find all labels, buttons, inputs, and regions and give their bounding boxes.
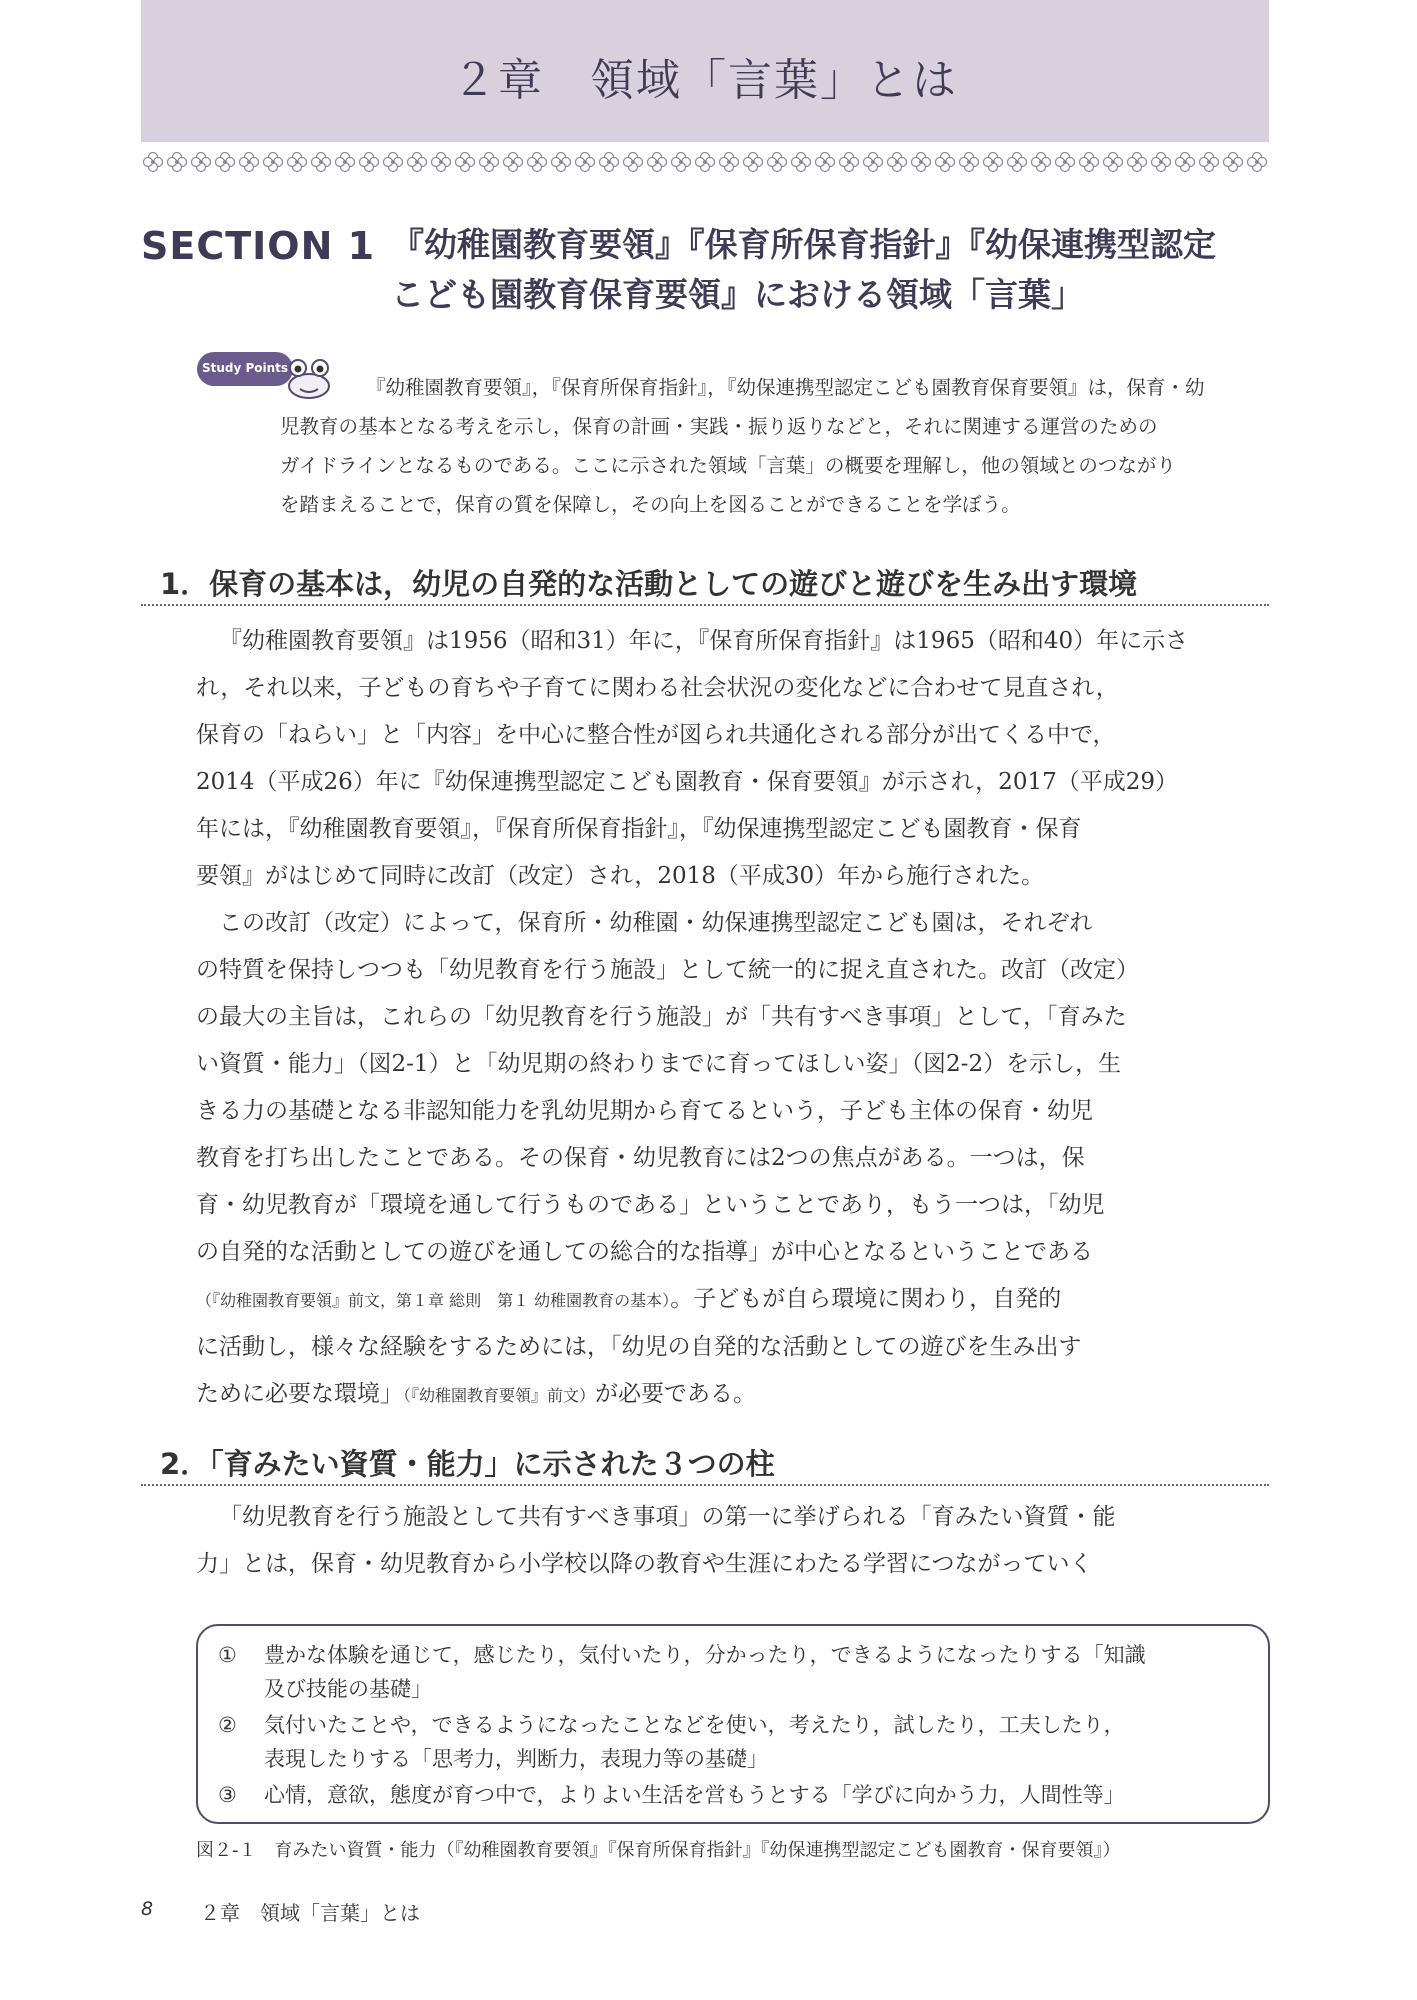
study-points-line: ガイドラインとなるものである。ここに示された領域「言葉」の概要を理解し，他の領域とのつながり — [280, 454, 1176, 477]
flower-ornament — [696, 153, 715, 172]
flower-ornament — [1104, 153, 1123, 172]
page-number: 8 — [141, 1898, 154, 1920]
flower-ornament — [1176, 153, 1195, 172]
body-line: 「幼児教育を行う施設として共有すべき事項」の第一に挙げられる「育みたい資質・能 — [219, 1504, 1116, 1530]
flower-ornament — [384, 153, 403, 172]
body-line: 育・幼児教育が「環境を通して行うものである」ということであり，もう一つは，「幼児 — [196, 1192, 1105, 1218]
flower-ornament — [744, 153, 763, 172]
body-line: 要領』がはじめて同時に改訂（改定）され，2018（平成30）年から施行された。 — [196, 863, 1045, 889]
flower-ornament — [1200, 153, 1219, 172]
flower-ornament — [216, 153, 235, 172]
body-line: の最大の主旨は，これらの「幼児教育を行う施設」が「共有すべき事項」として，「育みた — [196, 1004, 1127, 1030]
flower-ornament — [144, 153, 163, 172]
flower-ornament — [1128, 153, 1147, 172]
subsection-heading-2: 2．「育みたい資質・能力」に示された３つの柱 — [160, 1447, 775, 1481]
flower-ornament — [168, 153, 187, 172]
figure-box — [196, 1624, 1270, 1824]
body-line: の特質を保持しつつも「幼児教育を行う施設」として統一的に捉え直された。改訂（改定） — [196, 957, 1139, 983]
flower-ornament — [648, 153, 667, 172]
body-line: 力」とは，保育・幼児教育から小学校以降の教育や生涯にわたる学習につながっていく — [196, 1551, 1093, 1577]
flower-ornament — [504, 153, 523, 172]
flower-ornament — [840, 153, 859, 172]
study-points-badge — [197, 352, 293, 386]
citation: （『幼稚園教育要領』前文） — [403, 1386, 596, 1405]
body-line: に活動し，様々な経験をするためには，「幼児の自発的な活動としての遊びを生み出す — [196, 1334, 1082, 1360]
heading-divider — [141, 1484, 1269, 1486]
flower-ornament — [672, 153, 691, 172]
flower-ornament — [624, 153, 643, 172]
flower-ornament — [1080, 153, 1099, 172]
flower-ornament — [240, 153, 259, 172]
study-points-line: 『幼稚園教育要領』，『保育所保育指針』，『幼保連携型認定こども園教育保育要領』は，保育・幼 — [366, 376, 1205, 399]
flower-ornament — [456, 153, 475, 172]
section-title — [391, 220, 1271, 320]
flower-ornament — [576, 153, 595, 172]
figure-item-2 — [218, 1708, 1125, 1776]
body-line: 『幼稚園教育要領』は1956（昭和31）年に，『保育所保育指針』は1965（昭和40）年に示さ — [219, 628, 1189, 654]
body-line: この改訂（改定）によって，保育所・幼稚園・幼保連携型認定こども園は，それぞれ — [219, 910, 1093, 936]
flower-ornament — [864, 153, 883, 172]
flower-ornament — [936, 153, 955, 172]
body-text-fragment: ために必要な環境」 — [196, 1381, 403, 1407]
body-text-fragment: 。子どもが自ら環境に関わり，自発的 — [670, 1286, 1062, 1312]
flower-ornament — [480, 153, 499, 172]
running-footer: ２章 領域「言葉」とは — [200, 1901, 420, 1925]
study-points-line: 児教育の基本となる考えを示し，保育の計画・実践・振り返りなどと，それに関連する運営のための — [280, 415, 1158, 438]
study-points-line: を踏まえることで，保育の質を保障し，その向上を図ることができることを学ぼう。 — [280, 493, 1021, 516]
body-line: れ，それ以来，子どもの育ちや子育てに関わる社会状況の変化などに合わせて見直され， — [196, 675, 1119, 701]
item-text: 及び技能の基礎」 — [264, 1677, 432, 1701]
flower-border — [141, 150, 1269, 174]
flower-ornament — [192, 153, 211, 172]
item-text: 豊かな体験を通じて，感じたり，気付いたり，分かったり，できるようになったりする「知識 — [264, 1643, 1146, 1667]
heading-divider — [141, 604, 1269, 606]
flower-ornament — [600, 153, 619, 172]
section-title-line: こども園教育保育要領』における領域「言葉」 — [391, 275, 1084, 314]
study-points-text — [280, 368, 1268, 524]
flower-ornament — [1008, 153, 1027, 172]
flower-ornament — [264, 153, 283, 172]
flower-ornament — [1224, 153, 1243, 172]
chapter-banner — [141, 0, 1269, 142]
flower-ornament — [960, 153, 979, 172]
body-line: 保育の「ねらい」と「内容」を中心に整合性が図られ共通化される部分が出てくる中で， — [196, 722, 1116, 748]
item-text: 表現したりする「思考力，判断力，表現力等の基礎」 — [264, 1747, 768, 1771]
flower-ornament — [768, 153, 787, 172]
flower-ornament — [720, 153, 739, 172]
flower-ornament — [1032, 153, 1051, 172]
citation: （『幼稚園教育要領』前文，第１章 総則 第１ 幼稚園教育の基本） — [196, 1291, 671, 1310]
flower-ornament — [336, 153, 355, 172]
body-line — [196, 1276, 1276, 1324]
item-text: 気付いたことや，できるようになったことなどを使い，考えたり，試したり，工夫したり， — [264, 1713, 1125, 1737]
flower-ornament — [816, 153, 835, 172]
body-line: 年には，『幼稚園教育要領』，『保育所保育指針』，『幼保連携型認定こども園教育・保育 — [196, 816, 1082, 842]
body-text-fragment: が必要である。 — [595, 1381, 757, 1407]
flower-ornament — [912, 153, 931, 172]
item-number: ② — [218, 1713, 237, 1737]
body-paragraphs-2 — [196, 1494, 1276, 1588]
section-label: SECTION 1 — [141, 224, 376, 268]
body-line: の自発的な活動としての遊びを通しての総合的な指導」が中心となるということである — [196, 1239, 1093, 1265]
flower-ornament — [1056, 153, 1075, 172]
flower-ornament — [552, 153, 571, 172]
item-text: 心情，意欲，態度が育つ中で，よりよい生活を営もうとする「学びに向かう力，人間性等」 — [264, 1783, 1125, 1807]
figure-item-1 — [218, 1638, 1146, 1706]
body-line: 2014（平成26）年に『幼保連携型認定こども園教育・保育要領』が示され，2017（平成29） — [196, 769, 1178, 795]
flower-ornament — [312, 153, 331, 172]
flower-ornament — [984, 153, 1003, 172]
item-number: ③ — [218, 1783, 237, 1807]
flower-ornament — [1248, 153, 1267, 172]
subsection-heading-1: 1．保育の基本は，幼児の自発的な活動としての遊びと遊びを生み出す環境 — [160, 567, 1138, 601]
body-line: い資質・能力」（図2-1）と「幼児期の終わりまでに育ってほしい姿」（図2-2）を示し，生 — [196, 1051, 1122, 1077]
figure-caption: 図２-１ 育みたい資質・能力（『幼稚園教育要領』『保育所保育指針』『幼保連携型認定こども園教育・保育要領』） — [196, 1840, 1121, 1861]
body-line: きる力の基礎となる非認知能力を乳幼児期から育てるという，子ども主体の保育・幼児 — [196, 1098, 1093, 1124]
chapter-title: ２章 領域「言葉」とは — [452, 55, 958, 106]
flower-ornament — [432, 153, 451, 172]
body-line — [196, 1371, 1276, 1419]
flower-ornament — [360, 153, 379, 172]
body-paragraphs-1 — [196, 618, 1276, 1419]
item-number: ① — [218, 1643, 237, 1667]
flower-ornament — [792, 153, 811, 172]
flower-ornament — [288, 153, 307, 172]
flower-ornament — [1152, 153, 1171, 172]
flower-ornament — [408, 153, 427, 172]
study-points-label: Study Points — [201, 361, 289, 375]
figure-item-3 — [218, 1778, 1125, 1812]
flower-ornament — [888, 153, 907, 172]
section-title-line: 『幼稚園教育要領』『保育所保育指針』『幼保連携型認定 — [391, 225, 1216, 264]
flower-ornament — [528, 153, 547, 172]
body-line: 教育を打ち出したことである。その保育・幼児教育には2つの焦点がある。一つは，保 — [196, 1145, 1085, 1171]
